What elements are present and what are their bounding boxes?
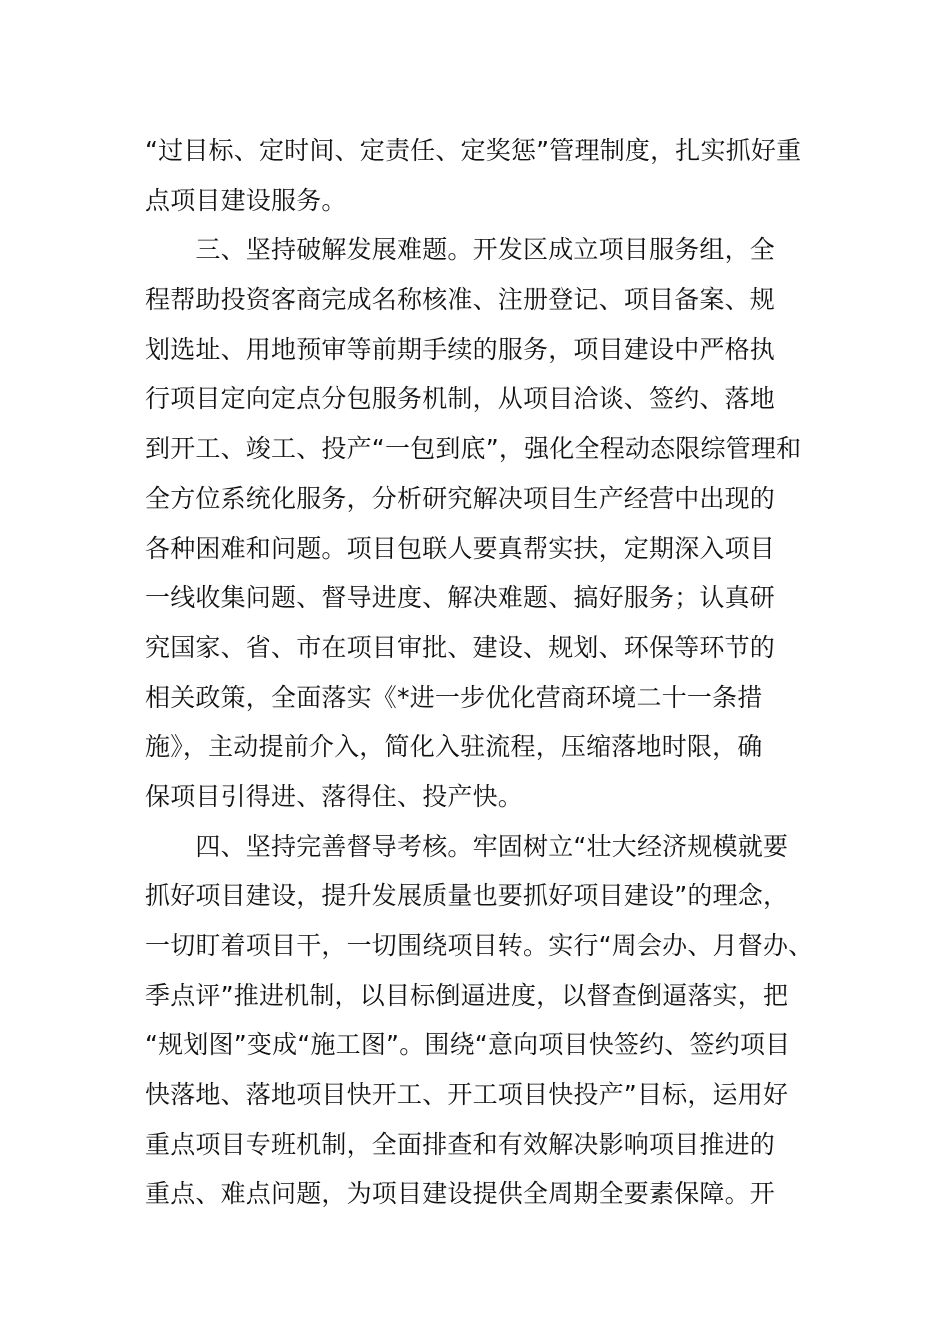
text-line: 一线收集问题、督导进度、解决难题、搞好服务；认真研	[145, 583, 776, 613]
text-line: 快落地、落地项目快开工、开工项目快投产”目标，运用好	[145, 1080, 789, 1110]
text-line: 各种困难和问题。项目包联人要真帮实扶，定期深入项目	[145, 533, 776, 563]
text-line: 行项目定向定点分包服务机制，从项目洽谈、签约、落地	[145, 384, 776, 414]
text-line: 究国家、省、市在项目审批、建设、规划、环保等环节的	[145, 632, 776, 662]
text-line: 四、坚持完善督导考核。牢固树立“壮大经济规模就要	[145, 831, 789, 861]
text-line: 程帮助投资客商完成名称核准、注册登记、项目备案、规	[145, 285, 776, 315]
text-line: 抓好项目建设，提升发展质量也要抓好项目建设”的理念，	[145, 881, 789, 911]
text-line: 全方位系统化服务，分析研究解决项目生产经营中出现的	[145, 483, 776, 513]
text-line: 三、坚持破解发展难题。开发区成立项目服务组，全	[145, 235, 776, 265]
text-line: 重点、难点问题，为项目建设提供全周期全要素保障。开	[145, 1179, 776, 1209]
document-body	[145, 126, 825, 1219]
text-line: 一切盯着项目干，一切围绕项目转。实行“周会办、月督办、	[145, 931, 814, 960]
text-line: 相关政策，全面落实《*进一步优化营商环境二十一条措	[145, 682, 763, 712]
text-line: “规划图”变成“施工图”。围绕“意向项目快签约、签约项目	[145, 1030, 791, 1060]
text-line: 保项目引得进、落得住、投产快。	[145, 781, 524, 811]
text-line: 施》，主动提前介入，简化入驻流程，压缩落地时限，确	[145, 732, 763, 762]
text-line: 划选址、用地预审等前期手续的服务，项目建设中严格执	[145, 334, 776, 364]
text-line: “过目标、定时间、定责任、定奖惩”管理制度，扎实抓好重	[145, 136, 802, 165]
text-line: 到开工、竣工、投产“一包到底”，强化全程动态限综管理和	[145, 434, 802, 464]
text-line: 点项目建设服务。	[145, 185, 347, 215]
text-line: 季点评”推进机制，以目标倒逼进度，以督查倒逼落实，把	[145, 980, 789, 1010]
text-line: 重点项目专班机制，全面排查和有效解决影响项目推进的	[145, 1129, 776, 1159]
